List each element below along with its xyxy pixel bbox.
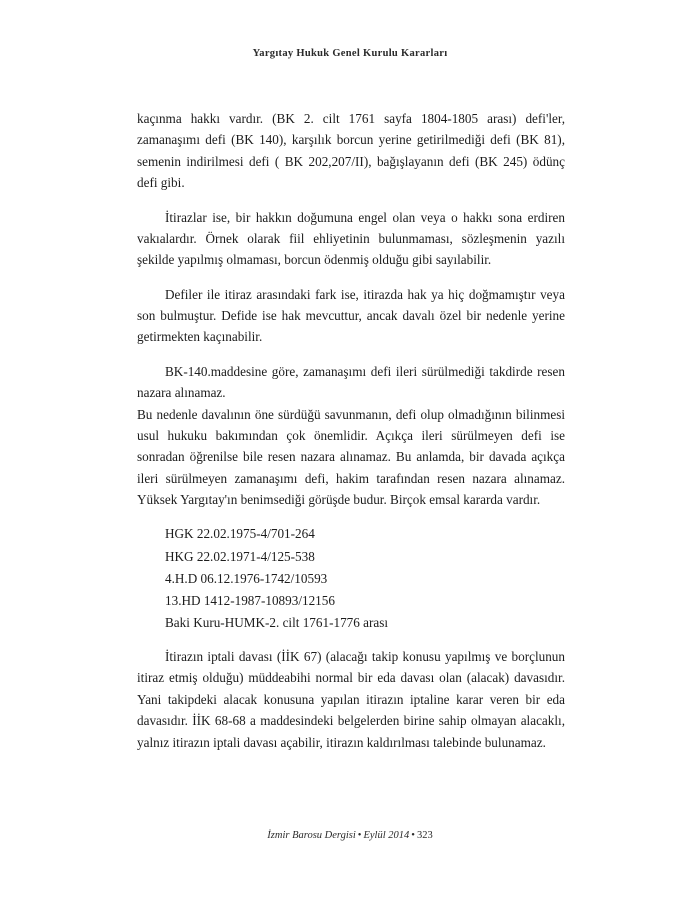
footer-separator: •: [411, 830, 415, 841]
page-number: 323: [416, 830, 433, 841]
list-item: 4.H.D 06.12.1976-1742/10593: [165, 570, 328, 586]
citation-list: [137, 523, 565, 633]
list-item: HGK 22.02.1975-4/701-264: [165, 526, 315, 542]
list-item: Baki Kuru-HUMK-2. cilt 1761-1776 arası: [165, 614, 389, 630]
body-paragraph: Bu nedenle davalının öne sürdüğü savunmanın, defi olup olmadığının bilinmesi usul hukuku bakımından çok önemlidir. Açıkça ileri sürülmeyen defi ise sonradan öğrenilse bile resen nazara alınamaz. Bu anlamda, bir davada açıkça ileri sürülmeyen zamanaşımı defi, hakim tarafından resen nazara alınamaz. Yüksek Yargıtay'ın benimsediği görüşde budur. Birçok emsal kararda vardır.: [137, 406, 565, 507]
body-paragraph: İtirazın iptali davası (İİK 67) (alacağı takip konusu yapılmış ve borçlunun itiraz etmiş olduğu) müddeabihi normal bir eda davası olan (alacak) davasıdır. Yani takipdeki alacak konusuna yapılan itirazın iptaline karar veren bir eda davasıdır. İİK 68-68 a maddesindeki belgelerden birine sahip olmayan alacaklı, yalnız itirazın iptali davası açabilir, itirazın kaldırılması talebinde bulunamaz.: [137, 649, 565, 750]
body-paragraph: İtirazlar ise, bir hakkın doğumuna engel olan veya o hakkı sona erdiren vakıalardır. Örnek olarak fiil ehliyetinin bulunmaması, sözleşmenin yazılı şekilde yapılmış olmaması, borcun ödenmiş olduğu gibi sayılabilir.: [137, 209, 565, 268]
list-item: HKG 22.02.1971-4/125-538: [165, 548, 315, 564]
body-paragraph: kaçınma hakkı vardır. (BK 2. cilt 1761 sayfa 1804-1805 arası) defi'ler, zamanaşımı defi (BK 140), karşılık borcun yerine getirilmediği defi (BK 81), semenin indirilmesi defi ( BK 202,207/II), bağışlayanın defi (BK 245) ödünç defi gibi.: [137, 111, 565, 191]
page-footer: [0, 830, 700, 841]
footer-separator: •: [357, 830, 362, 841]
body-paragraph: Defiler ile itiraz arasındaki fark ise, itirazda hak ya hiç doğmamıştır veya son bulmuştur. Defide ise hak mevcuttur, ancak davalı özel bir nedenle yerine getirmekten kaçınabilir.: [137, 286, 565, 345]
page-body: [137, 108, 565, 766]
running-head: Yargıtay Hukuk Genel Kurulu Kararları: [252, 48, 448, 59]
body-paragraph: BK-140.maddesine göre, zamanaşımı defi ileri sürülmediği takdirde resen nazara alınamaz.: [137, 363, 565, 401]
footer-journal-title: İzmir Barosu Dergisi: [267, 830, 356, 841]
list-item: 13.HD 1412-1987-10893/12156: [165, 592, 335, 608]
footer-issue: Eylül 2014: [363, 830, 410, 841]
